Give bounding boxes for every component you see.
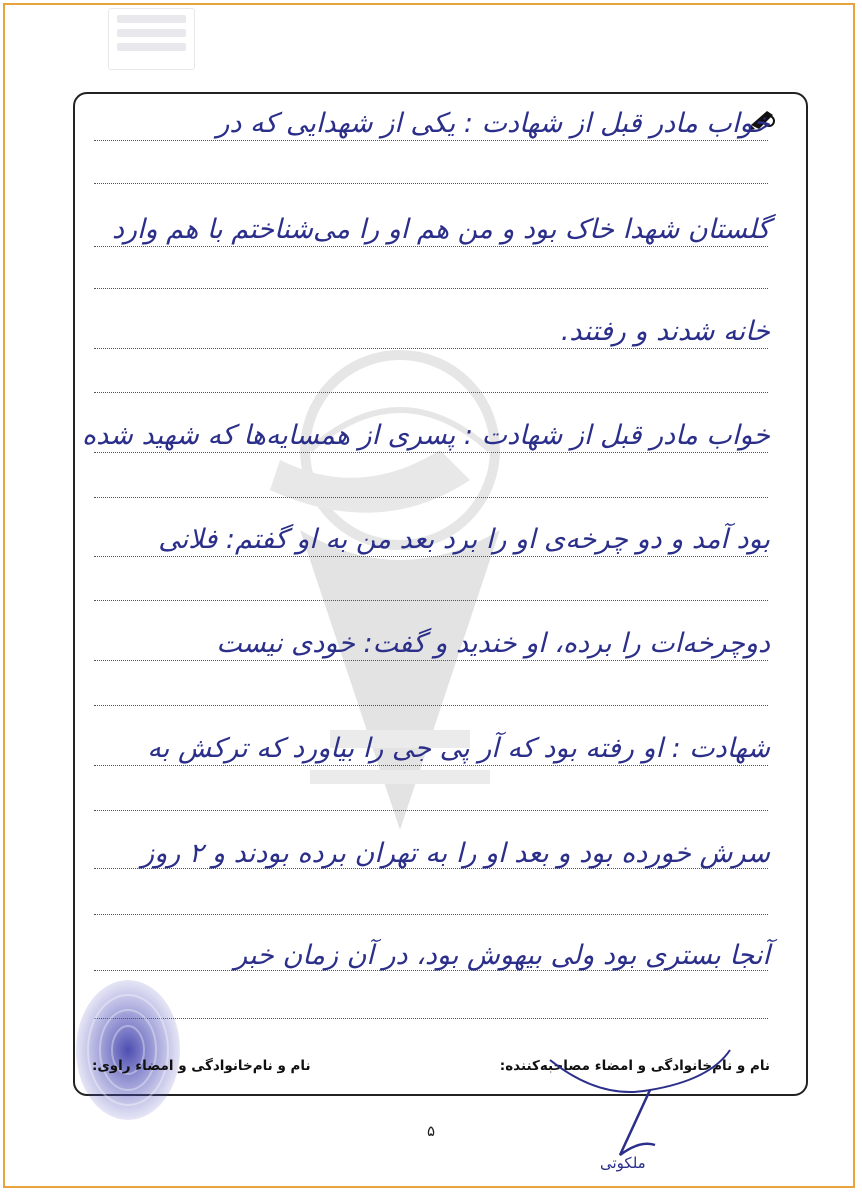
handwritten-line: بود آمد و دو چرخه‌ی او را برد بعد من به او گفتم: فلانی	[158, 524, 770, 555]
handwritten-line: شهادت : او رفته بود که آر پی جی را بیاورد که ترکش به	[147, 733, 770, 764]
fingerprint	[70, 975, 185, 1125]
dotted-rule	[94, 705, 768, 706]
handwritten-line: خواب مادر قبل از شهادت : پسری از همسایه‌ها که شهید شده	[81, 420, 770, 451]
handwritten-line: خواب مادر قبل از شهادت : یکی از شهدایی که در	[216, 108, 770, 139]
dotted-rule	[94, 348, 768, 349]
page-number: ۵	[426, 1122, 436, 1140]
foundation-watermark-logo	[240, 330, 560, 850]
dotted-rule	[94, 660, 768, 661]
faded-stamp	[108, 8, 195, 70]
narrator-signature-label: نام و نام‌خانوادگی و امضاء راوی:	[92, 1058, 311, 1074]
handwritten-line: آنجا بستری بود ولی بیهوش بود، در آن زمان خبر	[234, 940, 770, 971]
dotted-rule	[94, 246, 768, 247]
handwritten-line: دوچرخه‌ات را برده، او خندید و گفت: خودی نیست	[216, 628, 770, 659]
signature-text: ملکوتی	[600, 1154, 646, 1172]
dotted-rule	[94, 914, 768, 915]
dotted-rule	[94, 810, 768, 811]
dotted-rule	[94, 288, 768, 289]
interviewer-signature-label: نام و نام‌خانوادگی و امضاء مصاحبه‌کننده:	[499, 1058, 770, 1074]
dotted-rule	[94, 140, 768, 141]
dotted-rule	[94, 392, 768, 393]
dotted-rule	[94, 183, 768, 184]
handwritten-line: خانه شدند و رفتند.	[560, 316, 770, 347]
dotted-rule	[94, 765, 768, 766]
dotted-rule	[94, 556, 768, 557]
dotted-rule	[94, 452, 768, 453]
handwritten-line: سرش خورده بود و بعد او را به تهران برده بودند و ۲ روز	[141, 838, 770, 869]
handwritten-line: گلستان شهدا خاک بود و من هم او را می‌شناختم با هم وارد	[111, 214, 770, 245]
dotted-rule	[94, 497, 768, 498]
dotted-rule	[94, 600, 768, 601]
handwritten-signature	[540, 1040, 740, 1175]
dotted-rule	[94, 1018, 768, 1019]
